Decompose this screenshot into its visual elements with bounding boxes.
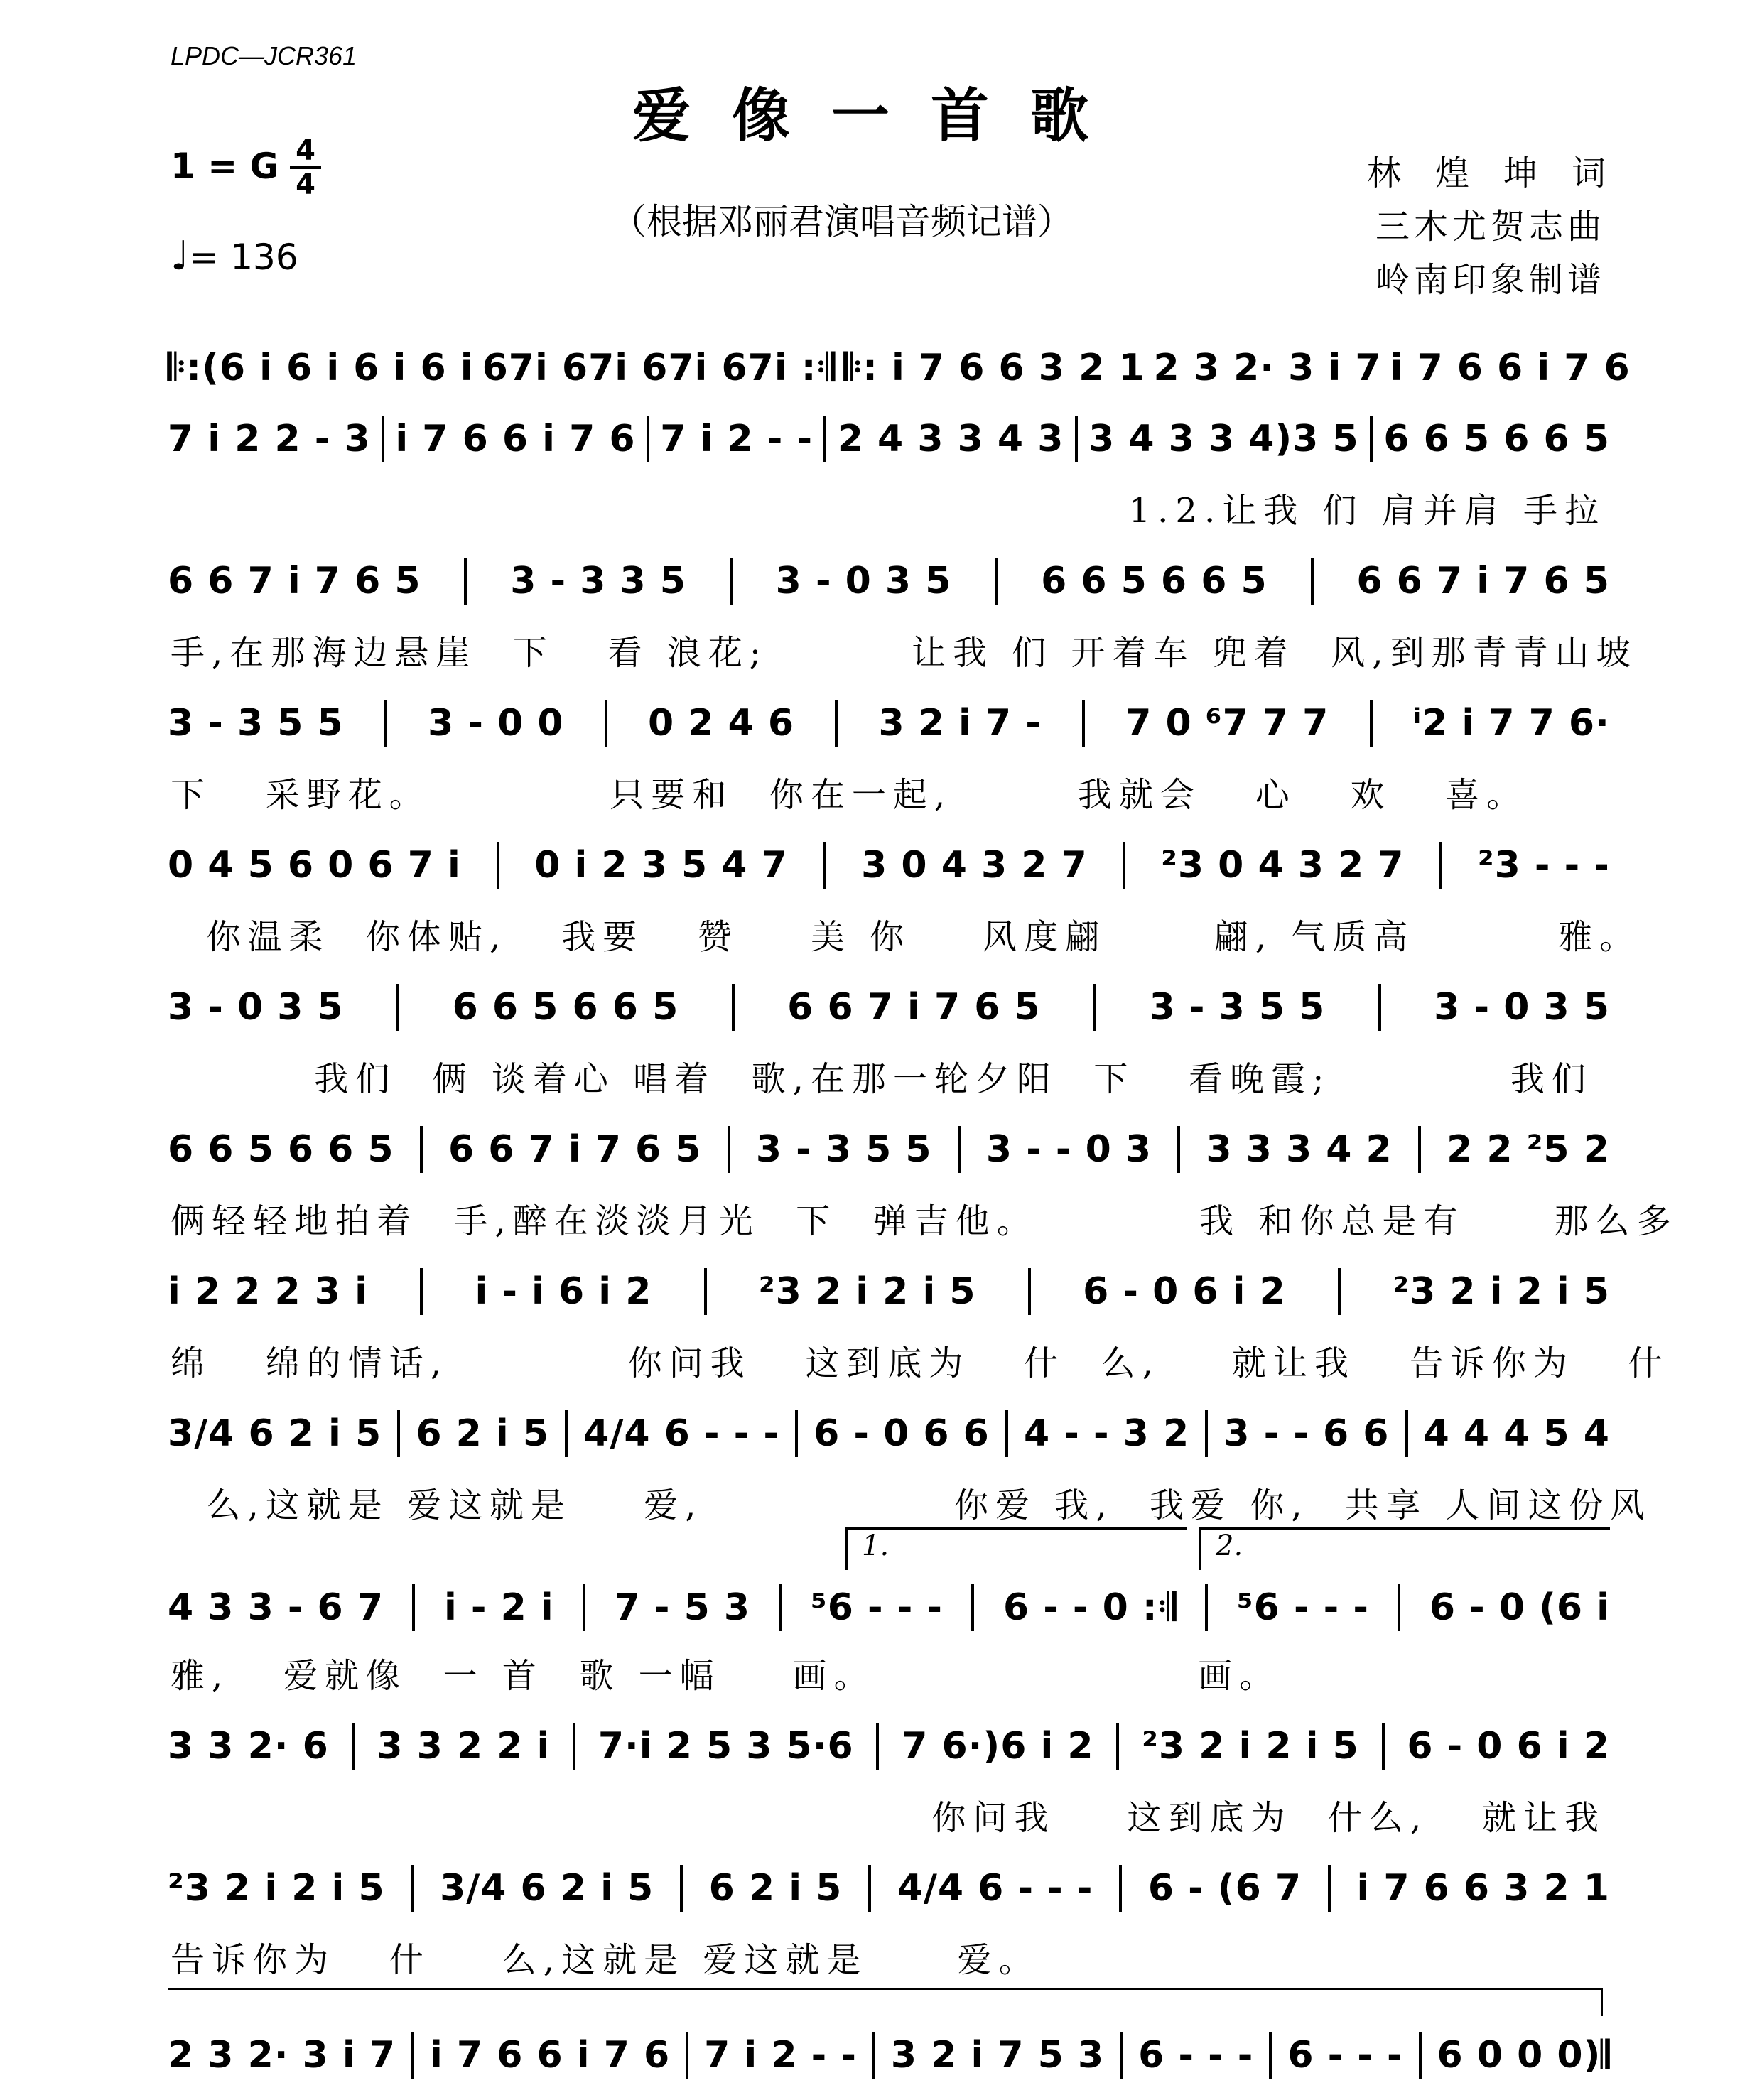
bar-line — [1005, 1410, 1008, 1457]
measure: 3 - 0 3 5 — [1434, 986, 1610, 1029]
time-signature-numerator: 4 — [290, 135, 321, 169]
measure: i - 2 i — [443, 1586, 554, 1629]
measure: i - i 6 i 2 — [475, 1270, 652, 1313]
measure: 7 6·)6 i 2 — [902, 1725, 1094, 1768]
composer-credit: 三木尤贺志曲 — [1375, 207, 1606, 247]
measure: 3 - - 0 3 — [985, 1128, 1152, 1171]
time-signature-denominator: 4 — [296, 168, 315, 201]
bar-line — [1419, 2032, 1422, 2079]
notation-row — [168, 416, 1610, 462]
measure: 6 - 0 6 i 2 — [1407, 1725, 1610, 1768]
bar-line — [647, 416, 649, 462]
measure: ⁱ2 i 7 7 6· — [1412, 702, 1610, 745]
bar-line — [1177, 1126, 1180, 1173]
measure: 6 - - - — [1287, 2034, 1403, 2077]
measure: 4 4 4 5 4 — [1423, 1412, 1610, 1455]
bar-line — [835, 700, 838, 747]
tempo-marking — [171, 233, 298, 279]
bar-line — [823, 416, 826, 462]
bar-line — [872, 2032, 875, 2079]
bar-line — [565, 1410, 568, 1457]
measure: 3 - 3 3 5 — [510, 560, 686, 602]
measure: 6 - - 0 :𝄇 — [1002, 1586, 1177, 1629]
measure: 6 6 5 6 6 5 — [452, 986, 679, 1029]
bar-line — [411, 2032, 414, 2079]
measure: i 7 6 6 i 7 6 — [395, 418, 636, 460]
lyrics-line: 告诉你为 什 么,这就是 爱这就是 爱。 — [171, 1940, 1040, 1980]
bar-line — [1123, 842, 1125, 889]
bar-line — [704, 1268, 707, 1315]
measure: 6 6 7 i 7 6 5 — [168, 560, 421, 602]
bar-line — [382, 416, 384, 462]
document-code: LPDC—JCR361 — [171, 41, 357, 70]
notation-row — [168, 700, 1610, 747]
measure: 3/4 6 2 i 5 — [168, 1412, 382, 1455]
notation-row — [168, 1584, 1610, 1631]
measure: 6 - 0 6 i 2 — [1083, 1270, 1286, 1313]
lyrics-line: 我们 俩 谈着心 唱着 歌,在那一轮夕阳 下 看晚霞; 我们 — [171, 1059, 1593, 1099]
notation-row — [168, 1410, 1610, 1457]
measure: ⁵6 - - - — [811, 1586, 944, 1629]
bar-line — [397, 1410, 400, 1457]
bar-line — [1116, 1723, 1119, 1770]
notation-row — [168, 1865, 1610, 1912]
coda-bracket-tick — [1601, 1988, 1603, 2016]
measure: i 7 6 6 i 7 6 — [1390, 347, 1631, 389]
measure: 7 0 ⁶7 7 7 — [1125, 702, 1329, 745]
measure: 7 i 2 2 - 3 — [168, 418, 371, 460]
bar-line — [1338, 1268, 1341, 1315]
bar-line — [384, 700, 387, 747]
measure: 6 - (6 7 — [1147, 1867, 1302, 1910]
measure: i 7 6 6 3 2 1 — [1356, 1867, 1610, 1910]
measure: 3 - 3 5 5 — [1149, 986, 1326, 1029]
song-title: 爱像一首歌 — [632, 82, 1130, 150]
notation-row — [168, 2032, 1610, 2079]
bar-line — [1398, 1584, 1400, 1631]
lyrics-line: 绵 绵的情话, 你问我 这到底为 什 么, 就让我 告诉你为 什 — [171, 1343, 1670, 1383]
lyrics-line: 下 采野花。 只要和 你在一起, 我就会 心 欢 喜。 — [171, 775, 1528, 815]
measure: 2 3 2· 3 i 7 — [168, 2034, 396, 2077]
measure: ²3 0 4 3 2 7 — [1161, 844, 1405, 887]
measure: 6 2 i 5 — [708, 1867, 843, 1910]
measure: 4/4 6 - - - — [583, 1412, 779, 1455]
measure: 3 - 3 5 5 — [755, 1128, 932, 1171]
bar-line — [1205, 1584, 1208, 1631]
bar-line — [795, 1410, 798, 1457]
measure: 3 3 2· 6 — [168, 1725, 329, 1768]
lyricist-credit: 林煌坤词 — [1366, 153, 1640, 193]
measure: 6 6 7 i 7 6 5 — [448, 1128, 702, 1171]
bar-line — [1119, 1865, 1122, 1912]
bar-line — [680, 1865, 683, 1912]
measure: 6 6 5 6 6 5 — [168, 1128, 394, 1171]
lyrics-line: 么,这就是 爱这就是 爱, 你爱 我, 我爱 你, 共享 人间这份风 — [171, 1485, 1652, 1525]
notation-row — [168, 1268, 1610, 1315]
measure: ²3 2 i 2 i 5 — [1142, 1725, 1359, 1768]
coda-bracket-line — [168, 1988, 1603, 1990]
bar-line — [1370, 416, 1373, 462]
measure: 4 3 3 - 6 7 — [168, 1586, 384, 1629]
measure: i 7 6 6 i 7 6 — [429, 2034, 671, 2077]
bar-line — [1328, 1865, 1331, 1912]
tempo-value: = 136 — [189, 237, 298, 278]
measure: 3 - 3 5 5 — [168, 702, 344, 745]
notation-row — [168, 345, 1631, 391]
bar-line — [464, 558, 467, 605]
measure: 7 - 5 3 — [614, 1586, 751, 1629]
measure: 4 - - 3 2 — [1024, 1412, 1190, 1455]
notation-row — [168, 984, 1610, 1031]
bar-line — [732, 984, 735, 1031]
arranger-credit: 岭南印象制谱 — [1375, 260, 1606, 300]
measure: 7 i 2 - - — [660, 418, 814, 460]
measure: 6 6 7 i 7 6 5 — [787, 986, 1041, 1029]
measure: i 2 2 2 3 i — [168, 1270, 368, 1313]
measure: 3 2 i 7 5 3 — [890, 2034, 1105, 2077]
notation-row — [168, 558, 1610, 605]
measure: 𝄆: i 7 6 6 3 2 1 — [843, 346, 1145, 389]
notation-row — [168, 1126, 1610, 1173]
bar-line — [971, 1584, 974, 1631]
bar-line — [573, 1723, 575, 1770]
bar-line — [1418, 1126, 1421, 1173]
measure: 3 0 4 3 2 7 — [861, 844, 1088, 887]
bar-line — [497, 842, 499, 889]
bar-line — [1439, 842, 1442, 889]
measure: ²3 2 i 2 i 5 — [758, 1270, 976, 1313]
bar-line — [779, 1584, 782, 1631]
bar-line — [876, 1723, 879, 1770]
notation-row — [168, 842, 1610, 889]
measure: 3 3 3 4 2 — [1206, 1128, 1393, 1171]
bar-line — [605, 700, 607, 747]
bar-line — [1405, 1410, 1408, 1457]
bar-line — [396, 984, 399, 1031]
quarter-note-icon: ♩ — [171, 233, 190, 279]
measure: 6 - 0 (6 i — [1429, 1586, 1610, 1629]
measure: ²3 2 i 2 i 5 — [1393, 1270, 1610, 1313]
measure: ²3 2 i 2 i 5 — [168, 1867, 385, 1910]
bar-line — [583, 1584, 585, 1631]
bar-line — [686, 2032, 688, 2079]
volta-second-label: 2. — [1216, 1530, 1243, 1562]
bar-line — [1082, 700, 1085, 747]
bar-line — [420, 1268, 423, 1315]
measure: 6 - - - — [1138, 2034, 1254, 2077]
measure: 2 3 2· 3 i 7 — [1153, 347, 1382, 389]
measure: 2 4 3 3 4 3 — [837, 418, 1064, 460]
notation-row — [168, 1723, 1610, 1770]
lyrics-line: 俩轻轻地拍着 手,醉在淡淡月光 下 弹吉他。 我 和你总是有 那么多 — [171, 1201, 1678, 1241]
bar-line — [1382, 1723, 1385, 1770]
measure: 3 - 0 3 5 — [775, 560, 952, 602]
bar-line — [728, 1126, 730, 1173]
measure: 3 - 0 0 — [428, 702, 564, 745]
bar-line — [1093, 984, 1096, 1031]
source-note: （根据邓丽君演唱音频记谱） — [611, 201, 1073, 242]
measure: 𝄆:(6 i 6 i 6 i 6 i — [168, 346, 474, 389]
lyrics-line: 你温柔 你体贴, 我要 赞 美 你 风度翩 翩, 气质高 雅。 — [171, 917, 1641, 957]
bar-line — [1028, 1268, 1031, 1315]
measure: 0 i 2 3 5 4 7 — [534, 844, 788, 887]
measure: 7·i 2 5 3 5·6 — [598, 1725, 854, 1768]
measure: 6 6 5 6 6 5 — [1383, 418, 1610, 460]
measure: 3 - 0 3 5 — [168, 986, 344, 1029]
measure: 4/4 6 - - - — [897, 1867, 1093, 1910]
key-signature: 1 = G — [171, 146, 279, 187]
bar-line — [1311, 558, 1314, 605]
bar-line — [1370, 700, 1373, 747]
bar-line — [1205, 1410, 1208, 1457]
lyrics-line: 雅, 爱就像 一 首 歌 一幅 画。 画。 — [171, 1656, 1281, 1696]
measure: 3 - - 6 6 — [1223, 1412, 1390, 1455]
lyrics-line: 手,在那海边悬崖 下 看 浪花; 让我 们 开着车 兜着 风,到那青青山坡 — [171, 633, 1638, 673]
measure: 67i 67i 67i 67i :𝄇 — [482, 346, 836, 389]
bar-line — [823, 842, 826, 889]
bar-line — [412, 1584, 415, 1631]
measure: 7 i 2 - - — [704, 2034, 857, 2077]
measure: 3 4 3 3 4)3 5 — [1088, 418, 1359, 460]
bar-line — [958, 1126, 961, 1173]
volta-first-label: 1. — [862, 1530, 890, 1562]
measure: 0 4 5 6 0 6 7 i — [168, 844, 461, 887]
measure: 6 6 5 6 6 5 — [1041, 560, 1268, 602]
measure: 6 - 0 6 6 — [814, 1412, 990, 1455]
bar-line — [995, 558, 998, 605]
bar-line — [868, 1865, 871, 1912]
measure: 6 0 0 0)𝄂 — [1437, 2033, 1610, 2077]
bar-line — [1378, 984, 1381, 1031]
bar-line — [352, 1723, 355, 1770]
bar-line — [1120, 2032, 1123, 2079]
measure: 0 2 4 6 — [647, 702, 795, 745]
volta-second-ending — [1199, 1527, 1610, 1570]
measure: ⁵6 - - - — [1236, 1586, 1369, 1629]
measure: 2 2 ²5 2 — [1447, 1128, 1610, 1171]
measure: 6 2 i 5 — [416, 1412, 550, 1455]
bar-line — [420, 1126, 423, 1173]
time-signature — [290, 135, 321, 200]
volta-first-ending — [845, 1527, 1187, 1570]
lyrics-line: 你问我 这到底为 什么, 就让我 — [931, 1798, 1606, 1838]
bar-line — [1075, 416, 1078, 462]
measure: 3 2 i 7 - — [878, 702, 1042, 745]
measure: 6 6 7 i 7 6 5 — [1356, 560, 1610, 602]
bar-line — [1269, 2032, 1272, 2079]
lyrics-line: 1.2.让我 们 肩并肩 手拉 — [1128, 491, 1606, 531]
bar-line — [730, 558, 733, 605]
measure: 3 3 2 2 i — [377, 1725, 551, 1768]
measure: ²3 - - - — [1477, 844, 1610, 887]
bar-line — [411, 1865, 414, 1912]
measure: 3/4 6 2 i 5 — [440, 1867, 654, 1910]
